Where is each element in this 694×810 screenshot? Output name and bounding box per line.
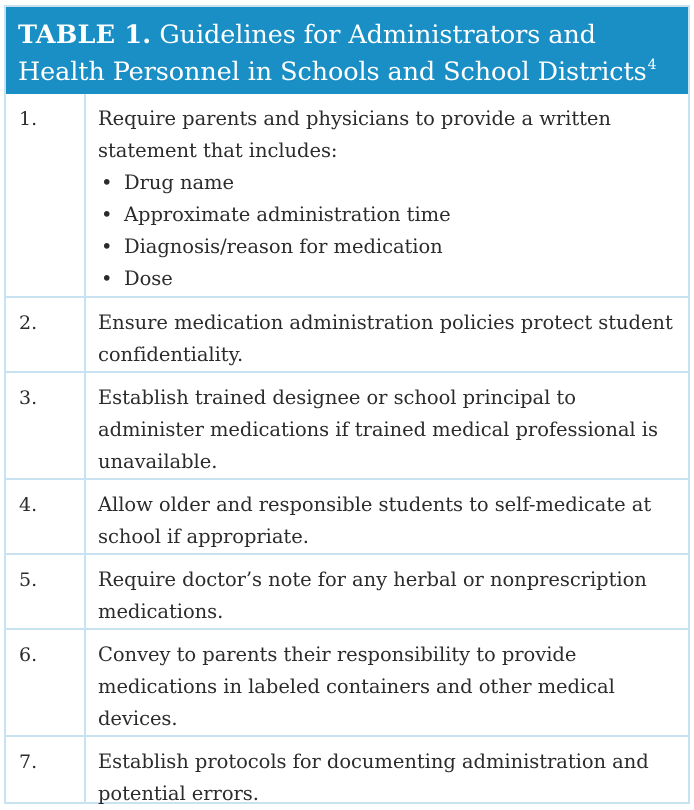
bullet-icon: • bbox=[101, 171, 113, 194]
row-number: 5. bbox=[6, 555, 86, 628]
row-text: Ensure medication administration policies protect student confidentiality. bbox=[98, 311, 673, 366]
row-text bbox=[86, 94, 688, 296]
list-item bbox=[98, 167, 680, 199]
table-body bbox=[6, 94, 688, 805]
table-title-line1 bbox=[18, 17, 674, 54]
table-row bbox=[6, 553, 688, 628]
table-row bbox=[6, 296, 688, 371]
list-item bbox=[98, 199, 680, 231]
table-header bbox=[6, 7, 688, 94]
bullet-icon: • bbox=[101, 267, 113, 290]
row-text: Allow older and responsible students to self-medicate at school if appropriate. bbox=[98, 493, 652, 548]
row-number: 4. bbox=[6, 480, 86, 553]
table-row bbox=[6, 628, 688, 735]
row-text-body: Require parents and physicians to provide a written statement that includes: bbox=[98, 107, 611, 162]
row-number: 6. bbox=[6, 630, 86, 735]
table-row bbox=[6, 371, 688, 478]
bullet-text: Diagnosis/reason for medication bbox=[124, 235, 443, 258]
table-row bbox=[6, 94, 688, 296]
table-title-part2: Health Personnel in Schools and School Districts bbox=[18, 57, 647, 87]
row-number: 7. bbox=[6, 737, 86, 802]
row-text: Establish trained designee or school principal to administer medications if trained medical professional is unavailable. bbox=[98, 386, 658, 473]
bullet-text: Drug name bbox=[124, 171, 234, 194]
table-label: TABLE 1. bbox=[18, 20, 152, 50]
row-text: Convey to parents their responsibility to provide medications in labeled containers and other medical devices. bbox=[98, 643, 615, 730]
table-row bbox=[6, 735, 688, 805]
list-item bbox=[98, 263, 680, 295]
guidelines-table bbox=[4, 5, 690, 804]
bullet-text: Approximate administration time bbox=[124, 203, 451, 226]
bullet-list bbox=[98, 167, 680, 295]
bullet-icon: • bbox=[101, 235, 113, 258]
row-number: 2. bbox=[6, 298, 86, 371]
list-item bbox=[98, 231, 680, 263]
table-title-line2 bbox=[18, 54, 674, 91]
bullet-icon: • bbox=[101, 203, 113, 226]
row-text: Require doctor’s note for any herbal or nonprescription medications. bbox=[98, 568, 647, 623]
table-row bbox=[6, 478, 688, 553]
table-title-part1: Guidelines for Administrators and bbox=[159, 20, 596, 50]
bullet-text: Dose bbox=[124, 267, 173, 290]
footnote-reference: 4 bbox=[647, 56, 657, 73]
row-number: 3. bbox=[6, 373, 86, 478]
row-number: 1. bbox=[6, 94, 86, 296]
row-text: Establish protocols for documenting administration and potential errors. bbox=[98, 750, 649, 805]
